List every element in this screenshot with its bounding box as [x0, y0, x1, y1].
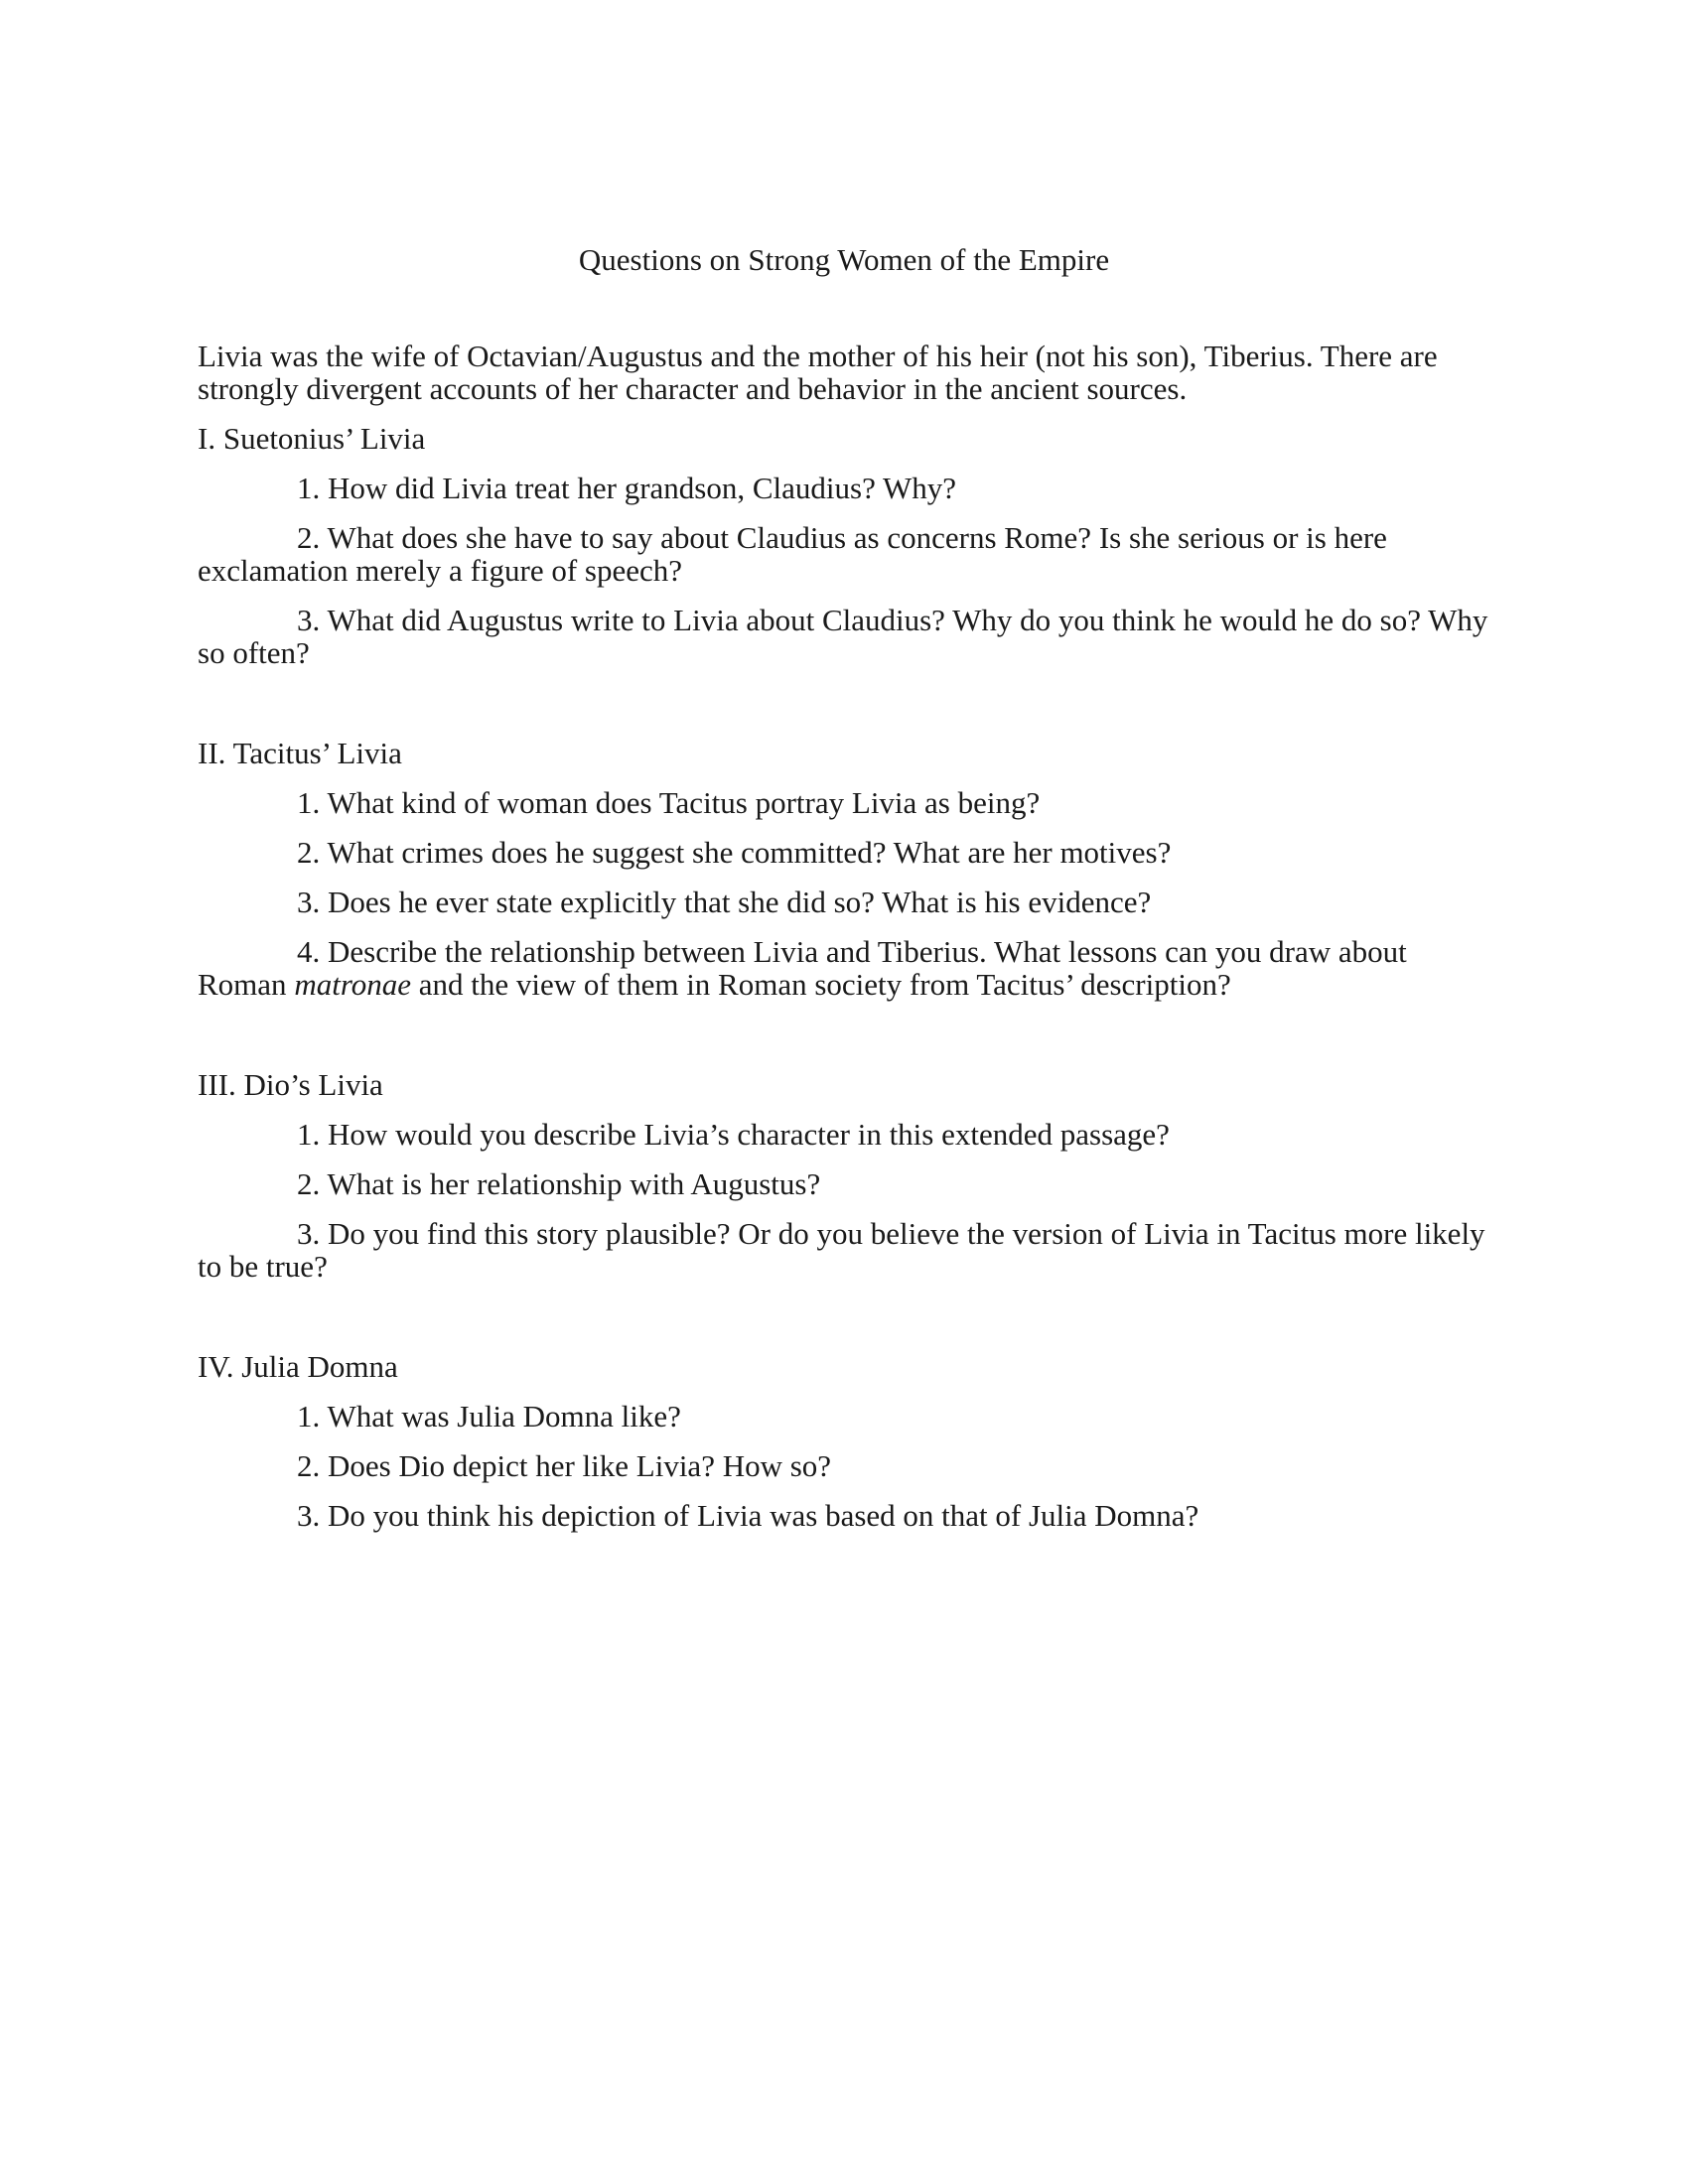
italic-term: matronae [294, 967, 411, 1002]
document-body [198, 340, 1498, 1532]
question-item: 3. What did Augustus write to Livia about Claudius? Why do you think he would he do so? Why so often? [198, 603, 1488, 670]
question-item: 2. Does Dio depict her like Livia? How so? [297, 1448, 832, 1483]
question-item: 3. Do you think his depiction of Livia was based on that of Julia Domna? [297, 1498, 1199, 1533]
section-suetonius [198, 422, 1498, 669]
question-item: 3. Does he ever state explicitly that she did so? What is his evidence? [297, 885, 1152, 919]
question-item: 1. What was Julia Domna like? [297, 1399, 681, 1433]
document-title: Questions on Strong Women of the Empire [578, 242, 1110, 277]
section-heading: II. Tacitus’ Livia [198, 736, 402, 770]
question-item: 2. What is her relationship with Augustus? [297, 1166, 821, 1201]
question-item [198, 935, 1498, 1001]
question-item: 3. Do you find this story plausible? Or do you believe the version of Livia in Tacitus more likely to be true? [198, 1216, 1485, 1284]
section-heading: IV. Julia Domna [198, 1349, 398, 1384]
section-dio [198, 1068, 1498, 1283]
question-item: 1. What kind of woman does Tacitus portray Livia as being? [297, 785, 1041, 820]
question-text: 4. Describe the relationship between Livia and Tiberius. What lessons can you draw about Roman [198, 934, 1407, 1002]
question-text: and the view of them in Roman society from Tacitus’ description? [411, 967, 1231, 1002]
question-item: 1. How did Livia treat her grandson, Claudius? Why? [297, 471, 957, 505]
intro-paragraph: Livia was the wife of Octavian/Augustus and the mother of his heir (not his son), Tiberius. There are strongly divergent accounts of her character and behavior in the ancient sources. [198, 339, 1438, 406]
section-heading: III. Dio’s Livia [198, 1067, 383, 1102]
section-julia-domna [198, 1350, 1498, 1532]
question-item: 2. What crimes does he suggest she committed? What are her motives? [297, 835, 1172, 870]
section-tacitus [198, 737, 1498, 1001]
question-item: 2. What does she have to say about Claudius as concerns Rome? Is she serious or is here exclamation merely a figure of speech? [198, 520, 1387, 588]
question-item: 1. How would you describe Livia’s character in this extended passage? [297, 1117, 1170, 1152]
section-heading: I. Suetonius’ Livia [198, 421, 426, 456]
